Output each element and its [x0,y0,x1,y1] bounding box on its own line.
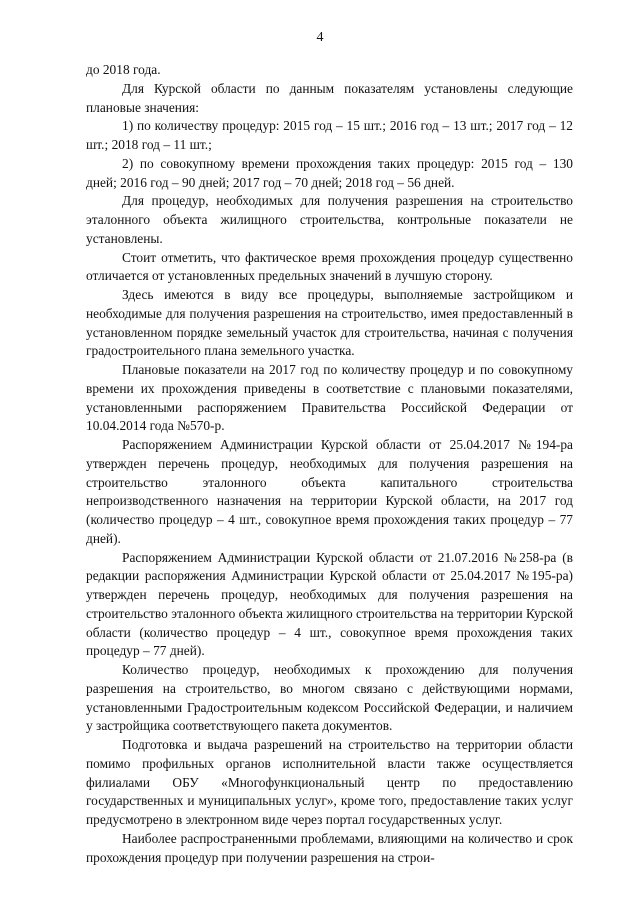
paragraph: Количество процедур, необходимых к прохождению для получения разрешения на строительство, во многом связано с действующими нормами, установленными Градостроительным кодексом Российской Федерации, и наличием у застройщика соответствующего пакета документов. [86,662,573,734]
paragraph: Для Курской области по данным показателям установлены следующие плановые значения: [86,80,573,115]
paragraph: Подготовка и выдача разрешений на строительство на территории области помимо профильных органов исполнительной власти также осуществляется филиалами ОБУ «Многофункциональный центр по предоставлению государственных и муниципальных услуг», кроме того, предоставление таких услуг предусмотрено в электронном виде через портал государственных услуг. [86,737,573,827]
paragraph: 1) по количеству процедур: 2015 год – 15 шт.; 2016 год – 13 шт.; 2017 год – 12 шт.; 2018 год – 11 шт.; [86,118,573,152]
paragraph: до 2018 года. [86,62,161,77]
document-body [86,61,573,867]
paragraph: Плановые показатели на 2017 год по количеству процедур и по совокупному времени их прохождения приведены в соответствие с плановыми показателями, установленными распоряжением Правительства Российской Федерации от 10.04.2014 года №570-р. [86,362,573,434]
paragraph: Распоряжением Администрации Курской области от 25.04.2017 №194-ра утвержден перечень процедур, необходимых для получения разрешения на строительство эталонного объекта капитального строительства непроизводственного назначения на территории Курской области, на 2017 год (количество процедур – 4 шт., совокупное время прохождения таких процедур – 77 дней). [86,437,573,546]
page-number: 4 [316,30,324,45]
paragraph: 2) по совокупному времени прохождения таких процедур: 2015 год – 130 дней; 2016 год – 90 дней; 2017 год – 70 дней; 2018 год – 56 дней. [86,155,573,190]
paragraph: Здесь имеются в виду все процедуры, выполняемые застройщиком и необходимые для получения разрешения на строительство, имея предоставленный в установленном порядке земельный участок для строительства, начиная с получения градостроительного плана земельного участка. [86,287,573,359]
paragraph: Наиболее распространенными проблемами, влияющими на количество и срок прохождения процедур при получении разрешения на строи- [86,830,573,865]
paragraph: Стоит отметить, что фактическое время прохождения процедур существенно отличается от установленных предельных значений в лучшую сторону. [86,249,573,284]
paragraph: Распоряжением Администрации Курской области от 21.07.2016 №258-ра (в редакции распоряжения Администрации Курской области от 25.04.2017 №195-ра) утвержден перечень процедур, необходимых для получения разрешения на строительство эталонного объекта жилищного строительства на территории Курской области (количество процедур – 4 шт., совокупное время прохождения таких процедур – 77 дней). [86,549,573,659]
paragraph: Для процедур, необходимых для получения разрешения на строительство эталонного объекта жилищного строительства, контрольные показатели не установлены. [86,193,573,246]
